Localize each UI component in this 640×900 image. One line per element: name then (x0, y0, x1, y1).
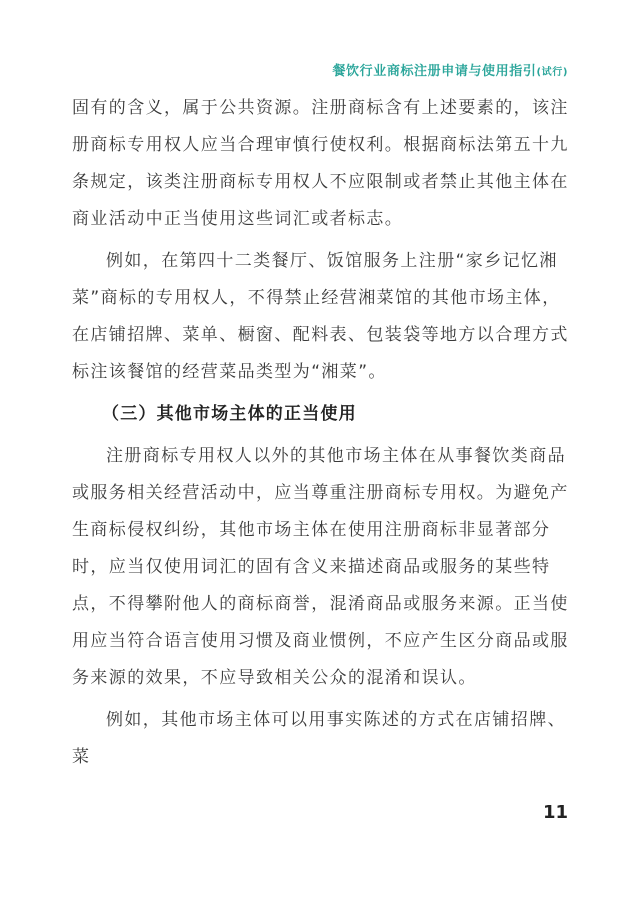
page-body (72, 90, 572, 776)
page-number: 11 (542, 802, 568, 823)
paragraph-1: 固有的含义，属于公共资源。注册商标含有上述要素的，该注册商标专用权人应当合理审慎行使权利。根据商标法第五十九条规定，该类注册商标专用权人不应限制或者禁止其他主体在商业活动中正当使用这些词汇或者标志。 (72, 98, 569, 229)
running-header (332, 60, 568, 79)
paragraph-4: 例如，其他市场主体可以用事实陈述的方式在店铺招牌、菜 (72, 710, 566, 767)
section-heading: （三）其他市场主体的正当使用 (102, 404, 357, 424)
header-subtitle: (试行) (536, 67, 568, 78)
header-title: 餐饮行业商标注册申请与使用指引 (332, 64, 537, 79)
paragraph-3: 注册商标专用权人以外的其他市场主体在从事餐饮类商品或服务相关经营活动中，应当尊重注册商标专用权。为避免产生商标侵权纠纷，其他市场主体在使用注册商标非显著部分时，应当仅使用词汇的固有含义来描述商品或服务的某些特点，不得攀附他人的商标商誉，混淆商品或服务来源。正当使用应当符合语言使用习惯及商业惯例，不应产生区分商品或服务来源的效果，不应导致相关公众的混淆和误认。 (72, 446, 569, 688)
paragraph-2: 例如，在第四十二类餐厅、饭馆服务上注册“家乡记忆湘菜”商标的专用权人，不得禁止经营湘菜馆的其他市场主体，在店铺招牌、菜单、橱窗、配料表、包装袋等地方以合理方式标注该餐馆的经营菜品类型为“湘菜”。 (72, 251, 569, 382)
